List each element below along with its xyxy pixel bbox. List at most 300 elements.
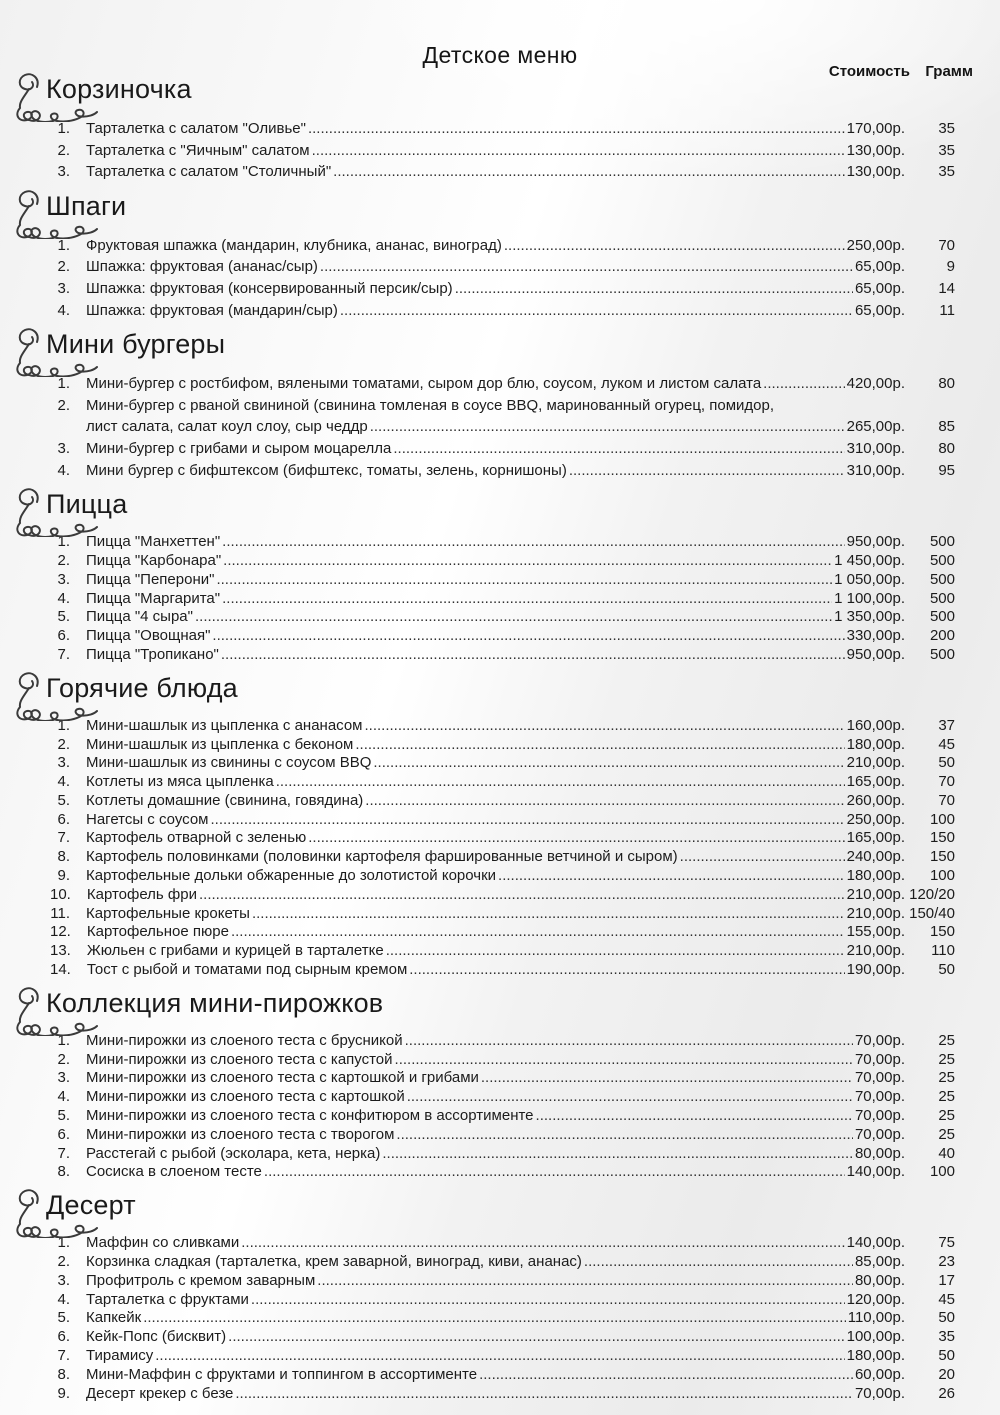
dotted-leader — [340, 300, 853, 322]
dotted-leader — [199, 886, 845, 905]
item-number: 2. — [57, 258, 70, 276]
menu-item-row — [50, 1385, 955, 1404]
menu-item-row — [50, 438, 955, 460]
item-number: 2. — [57, 141, 70, 159]
item-grams: 80 — [938, 375, 955, 393]
item-price: 210,00р. — [846, 885, 905, 903]
item-number: 2. — [57, 1253, 70, 1271]
item-price: 180,00р. — [846, 867, 905, 885]
item-number: 6. — [57, 627, 70, 645]
item-number: 3. — [57, 439, 70, 457]
menu-item-row — [50, 1163, 955, 1182]
item-price: 190,00р. — [846, 961, 905, 979]
item-price: 110,00р. — [847, 1309, 905, 1327]
item-name: Фруктовая шпажка (мандарин, клубника, ананас, виноград) — [86, 236, 502, 254]
menu-item-row — [50, 416, 955, 438]
menu-item-row — [50, 460, 955, 482]
item-name: Расстегай с рыбой (эсколара, кета, нерка) — [86, 1144, 381, 1162]
grams-column-header: Грамм — [925, 63, 973, 80]
dotted-leader — [251, 1291, 845, 1310]
item-name: Картофельное пюре — [86, 923, 229, 941]
menu-section — [0, 191, 1000, 321]
item-name: Пицца "Пеперони" — [86, 570, 215, 588]
item-number: 3. — [57, 163, 70, 181]
item-price: 70,00р. — [854, 1031, 905, 1049]
dotted-leader — [395, 1051, 853, 1070]
item-price: 250,00р. — [846, 810, 905, 828]
section-header — [0, 191, 1000, 235]
item-number: 3. — [57, 754, 70, 772]
dotted-leader — [223, 552, 832, 571]
item-name: Мини-пирожки из слоеного теста с творогом — [86, 1125, 395, 1143]
item-grams: 50 — [938, 1347, 955, 1365]
dotted-leader — [222, 590, 832, 609]
item-price: 210,00р. — [846, 904, 905, 922]
dotted-leader — [355, 736, 844, 755]
item-name: Тарталетка с "Яичным" салатом — [86, 141, 310, 159]
item-number: 11. — [50, 904, 70, 922]
item-number: 4. — [57, 301, 70, 319]
item-grams: 50 — [938, 1309, 955, 1327]
item-name: Мини-бургер с рваной свининой (свинина томленая в соусе BBQ, маринованный огурец, помидор, — [86, 396, 775, 414]
item-grams: 110 — [931, 942, 955, 960]
flourish-icon — [12, 189, 102, 239]
item-number: 1. — [57, 120, 70, 137]
dotted-leader — [680, 848, 845, 867]
item-grams: 25 — [938, 1125, 955, 1143]
item-grams: 500 — [929, 589, 955, 607]
item-price: 265,00р. — [846, 418, 905, 436]
item-number: 8. — [57, 1365, 70, 1383]
item-number: 14. — [50, 961, 71, 979]
menu-item-row — [50, 773, 955, 792]
item-price: 1 100,00р. — [834, 589, 905, 607]
item-price: 330,00р. — [846, 627, 905, 645]
item-name: Картофельные крокеты — [86, 904, 250, 922]
item-name: Картофель фри — [86, 885, 197, 903]
dotted-leader — [228, 1328, 844, 1347]
section-header — [0, 1190, 1000, 1234]
section-header — [0, 673, 1000, 717]
item-number: 5. — [57, 1309, 70, 1327]
section-items — [0, 118, 1000, 183]
menu-item-row — [50, 256, 955, 278]
menu-item-row — [50, 118, 955, 140]
menu-item-row — [50, 646, 955, 665]
dotted-leader — [584, 1253, 853, 1272]
item-grams: 35 — [938, 120, 955, 137]
item-price: 210,00р. — [846, 754, 905, 772]
item-name: Пицца "Овощная" — [86, 627, 211, 645]
item-number: 8. — [57, 1163, 70, 1181]
item-number: 6. — [57, 1328, 70, 1346]
menu-item-row — [50, 736, 955, 755]
item-name: Мини-шашлык из цыпленка с ананасом — [86, 716, 363, 734]
dotted-leader — [373, 754, 844, 773]
item-price: 100,00р. — [846, 1328, 905, 1346]
item-grams: 35 — [938, 141, 955, 159]
section-items — [0, 235, 1000, 321]
item-name: Тирамису — [86, 1347, 154, 1365]
item-price: 130,00р. — [846, 163, 905, 181]
flourish-icon — [12, 986, 102, 1036]
item-grams: 500 — [929, 551, 955, 569]
item-number: 1. — [57, 533, 70, 551]
menu-item-row — [50, 235, 955, 257]
item-price: 180,00р. — [846, 1347, 905, 1365]
item-price: 420,00р. — [846, 375, 905, 393]
dotted-leader — [481, 1069, 853, 1088]
dotted-leader — [320, 256, 853, 278]
menu-item-row — [50, 533, 955, 552]
item-price: 260,00р. — [846, 791, 905, 809]
item-price: 160,00р. — [846, 716, 905, 734]
item-name: Корзинка сладкая (тарталетка, крем заварной, виноград, киви, ананас) — [86, 1253, 582, 1271]
item-price: 70,00р. — [854, 1384, 905, 1402]
item-price: 70,00р. — [854, 1050, 905, 1068]
item-price: 80,00р. — [854, 1144, 905, 1162]
menu-section — [0, 329, 1000, 481]
menu-section — [0, 988, 1000, 1182]
item-price: 80,00р. — [854, 1271, 905, 1289]
dotted-leader — [212, 627, 844, 646]
item-name: Пицца "Карбонара" — [86, 551, 222, 569]
dotted-leader — [216, 571, 832, 590]
dotted-leader — [498, 867, 845, 886]
item-name: Десерт крекер с безе — [86, 1384, 234, 1402]
item-number: 6. — [57, 1125, 70, 1143]
item-grams: 14 — [938, 279, 955, 297]
item-number: 4. — [57, 773, 70, 791]
item-price: 1 350,00р. — [834, 608, 905, 626]
item-number: 13. — [50, 942, 71, 960]
dotted-leader — [195, 608, 832, 627]
item-name: Пицца "Маргарита" — [86, 589, 221, 607]
section-header — [0, 489, 1000, 533]
dotted-leader — [221, 646, 845, 665]
item-price: 65,00р. — [854, 258, 905, 276]
item-grams: 75 — [938, 1234, 955, 1252]
item-grams: 23 — [938, 1253, 955, 1271]
item-grams: 100 — [929, 867, 955, 885]
flourish-icon — [12, 487, 102, 537]
item-name: Нагетсы с соусом — [86, 810, 209, 828]
item-name: Кейк-Попс (бисквит) — [86, 1328, 227, 1346]
item-price: 310,00р. — [846, 461, 905, 479]
item-price: 250,00р. — [846, 236, 905, 254]
item-number: 2. — [57, 735, 70, 753]
menu-item-row — [50, 1145, 955, 1164]
item-grams: 45 — [938, 1290, 955, 1308]
item-number: 4. — [57, 1088, 70, 1106]
menu-item-row — [50, 717, 955, 736]
item-grams: 100 — [929, 1163, 955, 1181]
item-name: Картофель отварной с зеленью — [86, 829, 307, 847]
section-items — [0, 717, 1000, 980]
dotted-leader — [479, 1366, 853, 1385]
dotted-leader — [455, 278, 853, 300]
item-number: 4. — [57, 589, 70, 607]
menu-section — [0, 489, 1000, 665]
item-price: 130,00р. — [846, 141, 905, 159]
item-name: Профитроль с кремом заварным — [86, 1271, 316, 1289]
item-number: 3. — [57, 1069, 70, 1087]
item-number: 10. — [50, 885, 71, 903]
item-price: 140,00р. — [846, 1163, 905, 1181]
section-header — [0, 74, 1000, 118]
item-number: 5. — [57, 1107, 70, 1125]
item-price: 155,00р. — [846, 923, 905, 941]
dotted-leader — [763, 373, 844, 395]
item-number: 4. — [57, 461, 70, 479]
menu-item-row — [50, 905, 955, 924]
dotted-leader — [252, 905, 845, 924]
item-price: 120,00р. — [846, 1290, 905, 1308]
item-name: Жюльен с грибами и курицей в тарталетке — [86, 942, 384, 960]
flourish-icon — [12, 327, 102, 377]
item-name: Пицца "Тропикано" — [86, 645, 219, 663]
item-grams: 35 — [938, 1328, 955, 1346]
item-grams: 25 — [938, 1069, 955, 1087]
section-title: Горячие блюда — [46, 672, 238, 703]
item-name: Тост с рыбой и томатами под сырным кремом — [86, 961, 408, 979]
item-grams: 20 — [938, 1365, 955, 1383]
menu-item-row — [50, 1107, 955, 1126]
dotted-leader — [365, 792, 844, 811]
item-grams: 200 — [929, 627, 955, 645]
item-number: 5. — [57, 791, 70, 809]
menu-item-row — [50, 1309, 955, 1328]
section-title: Мини бургеры — [46, 329, 226, 360]
dotted-leader — [569, 460, 845, 482]
item-name: Мини-пирожки из слоеного теста с капустой — [86, 1050, 393, 1068]
dotted-leader — [143, 1309, 846, 1328]
item-number: 8. — [57, 848, 70, 866]
menu-item-row — [50, 848, 955, 867]
menu-item-row — [50, 1032, 955, 1051]
item-name: Картофель половинками (половинки картофеля фаршированные ветчиной и сыром) — [86, 848, 678, 866]
item-number: 12. — [50, 923, 71, 941]
menu-item-row — [50, 886, 955, 905]
item-grams: 70 — [938, 791, 955, 809]
item-price: 1 450,00р. — [834, 551, 905, 569]
item-number: 3. — [57, 570, 70, 588]
item-grams: 150 — [929, 848, 955, 866]
item-number: 1. — [57, 375, 70, 393]
item-grams: 11 — [939, 301, 955, 319]
item-grams: 25 — [938, 1031, 955, 1049]
item-name: Мини-пирожки из слоеного теста с брусникой — [86, 1031, 403, 1049]
section-items — [0, 533, 1000, 665]
dotted-leader — [370, 416, 845, 438]
menu-item-row — [50, 811, 955, 830]
menu-item-row — [50, 1328, 955, 1347]
menu-section — [0, 673, 1000, 980]
menu-item-row — [50, 300, 955, 322]
menu-item-row — [50, 754, 955, 773]
item-number: 5. — [57, 608, 70, 626]
menu-item-row — [50, 867, 955, 886]
section-items — [0, 373, 1000, 481]
item-grams: 80 — [938, 439, 955, 457]
item-name: Мини-шашлык из цыпленка с беконом — [86, 735, 354, 753]
item-grams: 95 — [938, 461, 955, 479]
item-name: Мини-пирожки из слоеного теста с картошкой и грибами — [86, 1069, 479, 1087]
item-grams: 17 — [938, 1271, 955, 1289]
item-grams: 70 — [938, 236, 955, 254]
item-name: Мини-шашлык из свинины с соусом BBQ — [86, 754, 372, 772]
item-price: 140,00р. — [846, 1234, 905, 1252]
item-name: Тарталетка с салатом "Столичный" — [86, 163, 332, 181]
menu-item-row — [50, 278, 955, 300]
menu-section — [0, 1190, 1000, 1403]
menu-item-row — [50, 1126, 955, 1145]
dotted-leader — [231, 923, 845, 942]
flourish-icon — [12, 1188, 102, 1238]
item-price: 65,00р. — [854, 279, 905, 297]
item-price: 70,00р. — [854, 1107, 905, 1125]
dotted-leader — [308, 118, 845, 140]
item-grams: 70 — [938, 773, 955, 791]
section-items — [0, 1234, 1000, 1403]
item-grams: 150 — [929, 829, 955, 847]
section-header — [0, 329, 1000, 373]
dotted-leader — [264, 1163, 845, 1182]
menu-item-row — [50, 1272, 955, 1291]
dotted-leader — [396, 1126, 853, 1145]
item-price: 180,00р. — [846, 735, 905, 753]
menu-item-row — [50, 1347, 955, 1366]
item-number: 2. — [57, 396, 70, 414]
item-grams: 25 — [938, 1107, 955, 1125]
dotted-leader — [409, 961, 844, 980]
item-name: Пицца "4 сыра" — [86, 608, 193, 626]
page-title: Детское меню — [422, 42, 578, 68]
item-number: 3. — [57, 1271, 70, 1289]
dotted-leader — [407, 1088, 853, 1107]
item-name: Тарталетка с салатом "Оливье" — [86, 120, 306, 137]
item-name: Мини-Маффин с фруктами и топпингом в ассортименте — [86, 1365, 478, 1383]
item-grams: 45 — [938, 735, 955, 753]
item-grams: 120/20 — [909, 885, 955, 903]
menu-item-row — [50, 140, 955, 162]
item-number: 3. — [57, 279, 70, 297]
dotted-leader — [308, 829, 844, 848]
item-grams: 26 — [938, 1384, 955, 1402]
dotted-leader — [393, 438, 844, 460]
menu-item-row — [50, 792, 955, 811]
item-price: 950,00р. — [846, 533, 905, 551]
section-title: Коллекция мини-пирожков — [46, 987, 384, 1018]
price-column-header: Стоимость — [828, 63, 910, 80]
item-grams: 100 — [929, 810, 955, 828]
item-price: 165,00р. — [846, 829, 905, 847]
dotted-leader — [235, 1385, 853, 1404]
item-number: 9. — [57, 867, 70, 885]
menu-item-row — [50, 627, 955, 646]
dotted-leader — [333, 161, 844, 183]
item-name: Мини бургер с бифштексом (бифштекс, томаты, зелень, корнишоны) — [86, 461, 567, 479]
item-price: 70,00р. — [854, 1088, 905, 1106]
menu-item-row — [50, 1253, 955, 1272]
section-title: Десерт — [46, 1190, 136, 1221]
item-number: 6. — [57, 810, 70, 828]
item-name: Пицца "Манхеттен" — [86, 533, 221, 551]
item-number: 7. — [57, 1347, 70, 1365]
item-grams: 37 — [938, 716, 955, 734]
menu-item-row — [50, 923, 955, 942]
item-grams: 85 — [938, 418, 955, 436]
flourish-icon — [12, 671, 102, 721]
item-number: 7. — [57, 1144, 70, 1162]
dotted-leader — [382, 1145, 853, 1164]
item-name: Котлеты домашние (свинина, говядина) — [86, 791, 364, 809]
menu-item-row — [50, 590, 955, 609]
section-title: Шпаги — [46, 190, 127, 221]
item-price: 170,00р. — [846, 120, 905, 137]
item-name: Мини-пирожки из слоеного теста с конфитюром в ассортименте — [86, 1107, 534, 1125]
menu-item-row — [50, 1069, 955, 1088]
item-number: 2. — [57, 1050, 70, 1068]
item-grams: 25 — [938, 1088, 955, 1106]
menu-item-row — [50, 942, 955, 961]
item-name: Капкейк — [86, 1309, 142, 1327]
item-grams: 150 — [929, 923, 955, 941]
menu-item-row — [50, 552, 955, 571]
item-price: 210,00р. — [846, 942, 905, 960]
dotted-leader — [241, 1234, 844, 1253]
item-grams: 25 — [938, 1050, 955, 1068]
menu-item-row — [50, 373, 955, 395]
item-grams: 35 — [938, 163, 955, 181]
menu-body — [0, 74, 1000, 1403]
menu-section — [0, 74, 1000, 183]
item-price: 165,00р. — [846, 773, 905, 791]
item-price: 310,00р. — [846, 439, 905, 457]
dotted-leader — [504, 235, 845, 257]
item-price: 240,00р. — [846, 848, 905, 866]
section-header — [0, 988, 1000, 1032]
item-name: Котлеты из мяса цыпленка — [86, 773, 274, 791]
item-name: Мини-бургер с грибами и сыром моцарелла — [86, 439, 392, 457]
item-price: 85,00р. — [854, 1253, 905, 1271]
item-price: 65,00р. — [854, 301, 905, 319]
dotted-leader — [155, 1347, 844, 1366]
item-price: 70,00р. — [854, 1125, 905, 1143]
dotted-leader — [276, 773, 845, 792]
section-items — [0, 1032, 1000, 1182]
flourish-icon — [12, 72, 102, 122]
item-name: Тарталетка с фруктами — [86, 1290, 249, 1308]
menu-item-row — [50, 829, 955, 848]
item-price: 1 050,00р. — [834, 570, 905, 588]
menu-item-row — [50, 1291, 955, 1310]
dotted-leader — [312, 140, 845, 162]
item-number: 2. — [57, 551, 70, 569]
item-name: Мини-пирожки из слоеного теста с картошкой — [86, 1088, 405, 1106]
item-number: 4. — [57, 1290, 70, 1308]
item-number: 7. — [57, 645, 70, 663]
item-grams: 500 — [929, 570, 955, 588]
item-number: 1. — [57, 236, 70, 254]
menu-item-row — [50, 395, 955, 417]
dotted-leader — [210, 811, 844, 830]
item-number: 1. — [57, 1234, 70, 1252]
item-name: Шпажка: фруктовая (мандарин/сыр) — [86, 301, 338, 319]
item-name: Мини-бургер с ростбифом, вялеными томатами, сыром дор блю, соусом, луком и листом салата — [86, 375, 762, 393]
item-name: Картофельные дольки обжаренные до золотистой корочки — [86, 867, 497, 885]
item-grams: 500 — [929, 608, 955, 626]
